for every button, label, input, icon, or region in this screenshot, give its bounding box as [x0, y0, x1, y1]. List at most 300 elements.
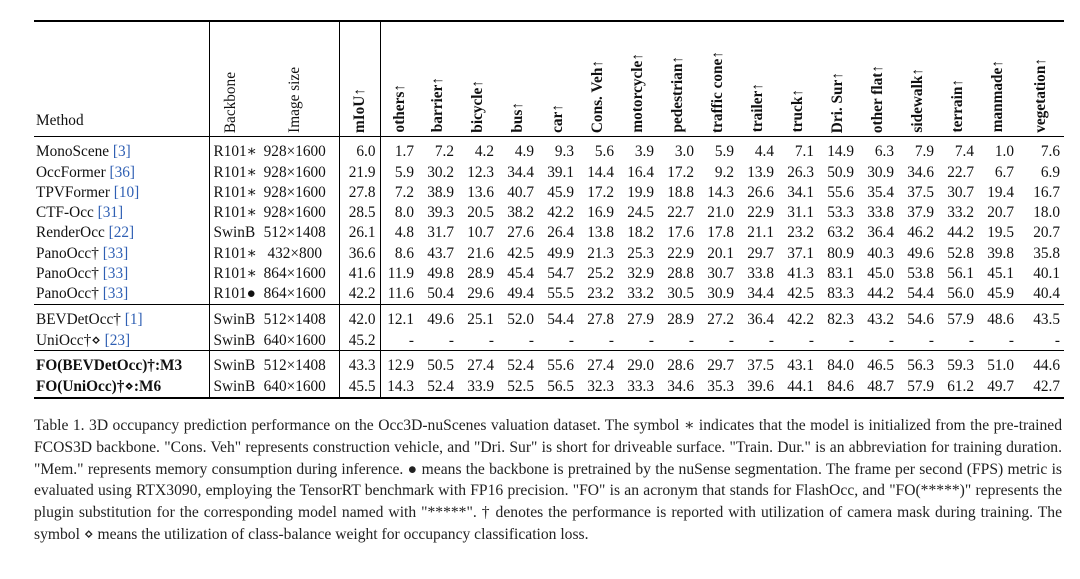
backbone-cell: R101∗ [209, 263, 251, 283]
miou-cell: 45.5 [339, 376, 380, 397]
class-score-cell: 59.3 [947, 357, 974, 375]
class-score-cell: 5.9 [394, 163, 414, 181]
image-size-cell: 928×1600 [251, 182, 339, 202]
class-score-cell: 50.5 [427, 357, 454, 375]
class-score-cell: - [768, 331, 774, 349]
method-cell [34, 162, 209, 182]
citation-link[interactable]: [33] [102, 285, 129, 303]
method-name: PanoOcc† [36, 244, 103, 262]
class-score-cell: 42.7 [1033, 377, 1060, 395]
class-score-cell: 20.1 [707, 244, 734, 262]
class-score-cell: 38.2 [507, 204, 534, 222]
class-score-cell: 54.4 [547, 310, 574, 328]
class-score-cell: 83.3 [827, 285, 854, 303]
class-score-cell: 37.9 [907, 204, 934, 222]
class-score-cell: 11.9 [387, 264, 414, 282]
class-score-cell: 31.7 [427, 224, 454, 242]
class-score-cell: 26.4 [547, 224, 574, 242]
class-score-cell: 24.5 [627, 204, 654, 222]
citation-link[interactable]: [36] [109, 163, 135, 181]
class-score-cell: 6.7 [994, 163, 1014, 181]
method-name: UniOcc†⋄ [36, 331, 105, 349]
class-score-cell: 22.9 [667, 244, 694, 262]
miou-cell: 26.1 [339, 223, 380, 243]
class-score-cell: 28.8 [667, 264, 694, 282]
class-score-cell: - [408, 331, 414, 349]
method-cell [34, 137, 209, 163]
method-cell [34, 305, 209, 331]
class-score-cell: 52.4 [427, 377, 454, 395]
class-score-cell: 21.0 [707, 204, 734, 222]
backbone-cell: SwinB [209, 351, 251, 377]
class-score-cell: 14.3 [707, 183, 734, 201]
class-score-cell: - [528, 331, 534, 349]
class-score-cell: 29.6 [467, 285, 494, 303]
class-score-cell: 33.8 [867, 204, 894, 222]
class-score-cell: 44.2 [947, 224, 974, 242]
class-score-cell: 50.4 [427, 285, 454, 303]
class-score-cell: 6.9 [1040, 163, 1060, 181]
class-score-cell: 46.2 [907, 224, 934, 242]
class-score-cell: 56.3 [907, 357, 934, 375]
class-score-cell: 25.3 [627, 244, 654, 262]
class-score-cell: - [488, 331, 494, 349]
class-score-cell: 55.5 [547, 285, 574, 303]
citation-link[interactable]: [33] [102, 264, 129, 282]
class-score-cell: 26.3 [787, 163, 814, 181]
table-row [34, 330, 1064, 351]
method-cell [34, 284, 209, 305]
class-score-cell: 18.8 [667, 183, 694, 201]
header-class-3: bus↑ [509, 102, 527, 133]
class-score-cell: - [808, 331, 814, 349]
header-class-10: truck↑ [789, 89, 807, 133]
class-score-cell: 10.7 [467, 224, 494, 242]
class-score-cell: 55.6 [547, 357, 574, 375]
class-score-cell: 27.4 [587, 357, 614, 375]
class-score-cell: 40.4 [1033, 285, 1060, 303]
header-class-8: traffic cone↑ [709, 50, 727, 133]
class-score-cell: - [688, 331, 694, 349]
table-group-flashocc [34, 351, 1064, 398]
miou-cell: 21.9 [339, 162, 380, 182]
class-score-cell: 52.8 [947, 244, 974, 262]
class-score-cell: 30.7 [947, 183, 974, 201]
class-score-cell: 30.9 [867, 163, 894, 181]
class-score-cell: 22.7 [667, 204, 694, 222]
image-size-cell: 512×1408 [251, 305, 339, 331]
results-table-container [34, 20, 1062, 399]
header-class-1: barrier↑ [429, 77, 447, 133]
class-score-cell: 23.2 [787, 224, 814, 242]
class-score-cell: 1.7 [394, 142, 414, 160]
class-score-cell: 7.2 [434, 142, 454, 160]
class-score-cell: 40.1 [1033, 264, 1060, 282]
table-row [34, 137, 1064, 163]
class-score-cell: 28.9 [467, 264, 494, 282]
class-score-cell: 9.3 [554, 142, 574, 160]
class-score-cell: 12.3 [467, 163, 494, 181]
class-score-cell: - [968, 331, 974, 349]
class-score-cell: 82.3 [827, 310, 854, 328]
class-score-cell: 38.9 [427, 183, 454, 201]
method-cell [34, 330, 209, 351]
class-score-cell: 37.5 [747, 357, 774, 375]
class-score-cell: 1.0 [994, 142, 1014, 160]
class-score-cell: 44.6 [1033, 357, 1060, 375]
backbone-cell: R101∗ [209, 162, 251, 182]
image-size-cell: 864×1600 [251, 263, 339, 283]
class-score-cell: 80.9 [827, 244, 854, 262]
class-score-cell: 14.3 [387, 377, 414, 395]
class-score-cell: 25.2 [587, 264, 614, 282]
header-class-6: motorcycle↑ [629, 53, 647, 133]
class-score-cell: 11.6 [387, 285, 414, 303]
class-score-cell: 84.0 [827, 357, 854, 375]
class-score-cell: 13.9 [747, 163, 774, 181]
citation-link[interactable]: [31] [97, 204, 124, 222]
header-backbone: Backbone [209, 21, 251, 137]
table-group-baselines [34, 137, 1064, 305]
class-score-cell: 29.7 [747, 244, 774, 262]
table-row [34, 305, 1064, 331]
class-score-cell: 45.0 [867, 264, 894, 282]
method-name: PanoOcc† [36, 264, 103, 282]
class-score-cell: 6.3 [874, 142, 894, 160]
class-score-cell: 33.8 [747, 264, 774, 282]
image-size-cell: 928×1600 [251, 203, 339, 223]
class-score-cell: 41.3 [787, 264, 814, 282]
header-class-5: Cons. Veh↑ [589, 59, 607, 133]
class-score-cell: 42.5 [787, 285, 814, 303]
class-score-cell: 27.2 [707, 310, 734, 328]
class-score-cell: 14.9 [827, 142, 854, 160]
class-score-cell: 32.9 [627, 264, 654, 282]
class-score-cell: 30.9 [707, 285, 734, 303]
header-method: Method [36, 111, 84, 129]
backbone-cell: R101∗ [209, 137, 251, 163]
class-score-cell: 48.7 [867, 377, 894, 395]
image-size-cell: 864×1600 [251, 284, 339, 305]
class-score-cell: 34.4 [747, 285, 774, 303]
method-name: FO(BEVDetOcc)†:M3 [36, 357, 183, 375]
header-class-16: vegetation↑ [1032, 57, 1050, 133]
class-score-cell: 49.6 [427, 310, 454, 328]
method-name: MonoScene [36, 142, 113, 160]
class-score-cell: 12.9 [387, 357, 414, 375]
class-score-cell: 29.7 [707, 357, 734, 375]
image-size-cell: 640×1600 [251, 376, 339, 397]
method-name: FO(UniOcc)†⋄:M6 [36, 377, 162, 395]
miou-cell: 6.0 [339, 137, 380, 163]
citation-link[interactable]: [33] [102, 244, 129, 262]
backbone-cell: R101∗ [209, 203, 251, 223]
class-score-cell: 56.0 [947, 285, 974, 303]
class-score-cell: 21.3 [587, 244, 614, 262]
header-class-0: others↑ [390, 84, 408, 133]
miou-cell: 45.2 [339, 330, 380, 351]
citation-link[interactable]: [1] [124, 310, 143, 328]
class-score-cell: 14.4 [587, 163, 614, 181]
class-score-cell: 45.1 [987, 264, 1014, 282]
miou-cell: 43.3 [339, 351, 380, 377]
class-score-cell: 40.3 [867, 244, 894, 262]
class-score-cell: 42.2 [547, 204, 574, 222]
class-score-cell: 61.2 [947, 377, 974, 395]
class-score-cell: 42.2 [787, 310, 814, 328]
class-score-cell: 49.8 [427, 264, 454, 282]
citation-link[interactable]: [22] [108, 224, 135, 242]
table-caption [34, 415, 1062, 546]
class-score-cell: 17.2 [587, 183, 614, 201]
class-score-cell: 50.9 [827, 163, 854, 181]
class-score-cell: 28.9 [667, 310, 694, 328]
image-size-cell: 512×1408 [251, 223, 339, 243]
backbone-cell: SwinB [209, 330, 251, 351]
class-score-cell: 9.2 [714, 163, 734, 181]
class-score-cell: 31.1 [787, 204, 814, 222]
method-name: BEVDetOcc† [36, 310, 125, 328]
class-score-cell: 49.7 [987, 377, 1014, 395]
class-score-cell: 17.2 [667, 163, 694, 181]
class-score-cell: 39.3 [427, 204, 454, 222]
class-score-cell: - [648, 331, 654, 349]
method-name: OccFormer [36, 163, 110, 181]
class-score-cell: 32.3 [587, 377, 614, 395]
citation-link[interactable]: [3] [112, 142, 131, 160]
class-score-cell: - [448, 331, 454, 349]
method-cell [34, 182, 209, 202]
class-score-cell: 20.7 [987, 204, 1014, 222]
class-score-cell: 49.6 [907, 244, 934, 262]
class-score-cell: 45.4 [507, 264, 534, 282]
class-score-cell: 30.2 [427, 163, 454, 181]
table-row [34, 162, 1064, 182]
class-score-cell: 19.9 [627, 183, 654, 201]
class-score-cell: 27.9 [627, 310, 654, 328]
class-score-cell: 43.5 [1033, 310, 1060, 328]
class-score-cell: 21.1 [747, 224, 774, 242]
miou-cell: 41.6 [339, 263, 380, 283]
table-group-reference [34, 305, 1064, 351]
class-score-cell: 33.9 [467, 377, 494, 395]
class-score-cell: 49.4 [507, 285, 534, 303]
image-size-cell: 928×1600 [251, 162, 339, 182]
miou-cell: 42.0 [339, 305, 380, 331]
citation-link[interactable]: [10] [113, 183, 140, 201]
class-score-cell: 83.1 [827, 264, 854, 282]
class-score-cell: 39.8 [987, 244, 1014, 262]
class-score-cell: 43.1 [787, 357, 814, 375]
image-size-cell: 432×800 [251, 243, 339, 263]
class-score-cell: 39.1 [547, 163, 574, 181]
class-score-cell: 13.6 [467, 183, 494, 201]
backbone-cell: SwinB [209, 376, 251, 397]
method-cell [34, 376, 209, 397]
class-score-cell: 23.2 [587, 285, 614, 303]
table-row [34, 263, 1064, 283]
class-score-cell: 5.9 [714, 142, 734, 160]
class-score-cell: 4.4 [754, 142, 774, 160]
class-score-cell: 54.7 [547, 264, 574, 282]
header-class-15: manmade↑ [989, 60, 1007, 133]
image-size-cell: 512×1408 [251, 351, 339, 377]
class-score-cell: 8.0 [394, 204, 414, 222]
header-class-11: Dri. Sur↑ [829, 71, 847, 133]
class-score-cell: 33.3 [627, 377, 654, 395]
class-score-cell: 16.4 [627, 163, 654, 181]
class-score-cell: 28.6 [667, 357, 694, 375]
method-cell [34, 263, 209, 283]
method-name: RenderOcc [36, 224, 109, 242]
class-score-cell: 7.2 [394, 183, 414, 201]
class-score-cell: 84.6 [827, 377, 854, 395]
header-class-13: sidewalk↑ [909, 68, 927, 133]
citation-link[interactable]: [23] [104, 331, 131, 349]
class-score-cell: 34.1 [787, 183, 814, 201]
class-score-cell: 56.5 [547, 377, 574, 395]
class-score-cell: 19.5 [987, 224, 1014, 242]
class-score-cell: 27.6 [507, 224, 534, 242]
method-name: CTF-Occ [36, 204, 98, 222]
backbone-cell: R101∗ [209, 182, 251, 202]
class-score-cell: - [568, 331, 574, 349]
class-score-cell: 39.6 [747, 377, 774, 395]
table-row [34, 376, 1064, 397]
class-score-cell: 43.2 [867, 310, 894, 328]
class-score-cell: - [848, 331, 854, 349]
class-score-cell: 18.0 [1033, 204, 1060, 222]
class-score-cell: 52.5 [507, 377, 534, 395]
class-score-cell: 46.5 [867, 357, 894, 375]
table-row [34, 182, 1064, 202]
class-score-cell: 54.4 [907, 285, 934, 303]
class-score-cell: 49.9 [547, 244, 574, 262]
class-score-cell: 33.2 [627, 285, 654, 303]
class-score-cell: 18.2 [627, 224, 654, 242]
class-score-cell: 52.0 [507, 310, 534, 328]
miou-cell: 42.2 [339, 284, 380, 305]
class-score-cell: - [728, 331, 734, 349]
class-score-cell: 36.4 [867, 224, 894, 242]
image-size-cell: 928×1600 [251, 137, 339, 163]
class-score-cell: 45.9 [547, 183, 574, 201]
backbone-cell: R101∗ [209, 243, 251, 263]
header-class-9: trailer↑ [749, 83, 767, 133]
table-row [34, 203, 1064, 223]
class-score-cell: 7.4 [954, 142, 974, 160]
class-score-cell: 16.7 [1033, 183, 1060, 201]
class-score-cell: 35.8 [1033, 244, 1060, 262]
class-score-cell: 43.7 [427, 244, 454, 262]
image-size-cell: 640×1600 [251, 330, 339, 351]
class-score-cell: 63.2 [827, 224, 854, 242]
backbone-cell: SwinB [209, 305, 251, 331]
method-cell [34, 243, 209, 263]
class-score-cell: 4.9 [514, 142, 534, 160]
class-score-cell: 40.7 [507, 183, 534, 201]
class-score-cell: 17.8 [707, 224, 734, 242]
class-score-cell: 53.3 [827, 204, 854, 222]
table-row [34, 243, 1064, 263]
class-score-cell: 19.4 [987, 183, 1014, 201]
class-score-cell: 42.5 [507, 244, 534, 262]
method-name: TPVFormer [36, 183, 114, 201]
class-score-cell: - [888, 331, 894, 349]
class-score-cell: 57.9 [907, 377, 934, 395]
method-cell [34, 351, 209, 377]
class-score-cell: 35.4 [867, 183, 894, 201]
class-score-cell: 37.1 [787, 244, 814, 262]
class-score-cell: 44.1 [787, 377, 814, 395]
miou-cell: 27.8 [339, 182, 380, 202]
class-score-cell: 21.6 [467, 244, 494, 262]
class-score-cell: 54.6 [907, 310, 934, 328]
class-score-cell: 55.6 [827, 183, 854, 201]
backbone-cell: R101● [209, 284, 251, 305]
class-score-cell: 20.7 [1033, 224, 1060, 242]
header-image-size: Image size [251, 21, 339, 137]
backbone-cell: SwinB [209, 223, 251, 243]
class-score-cell: 35.3 [707, 377, 734, 395]
method-cell [34, 223, 209, 243]
class-score-cell: 4.2 [474, 142, 494, 160]
class-score-cell: 37.5 [907, 183, 934, 201]
class-score-cell: 52.4 [507, 357, 534, 375]
results-table [34, 20, 1064, 399]
table-row [34, 351, 1064, 377]
class-score-cell: 57.9 [947, 310, 974, 328]
caption-text: Table 1. 3D occupancy prediction performance on the Occ3D-nuScenes valuation dataset. The symbol ∗ indicates that the model is initialized from the pre-trained FCOS3D backbone. "Cons. Veh" represents construction vehicle, and "Dri. Sur" is short for driveable surface. "Train. Dur." is an abbreviation for training duration. "Mem." represents memory consumption during inference. ● means the backbone is pretrained by the nuSense segmentation. The frame per second (FPS) metric is evaluated using RTX3090, employing the TensorRT benchmark with FP16 precision. "FO" is an acronym that stands for FlashOcc, and "FO(*****)" represents the plugin substitution for the corresponding model named with "*****". † denotes the performance is reported with utilization of camera mask during training. The symbol ⋄ means the utilization of class-balance weight for occupancy classification loss. [34, 417, 1062, 543]
class-score-cell: 34.6 [907, 163, 934, 181]
method-name: PanoOcc† [36, 285, 103, 303]
class-score-cell: 12.1 [387, 310, 414, 328]
class-score-cell: 13.8 [587, 224, 614, 242]
class-score-cell: - [608, 331, 614, 349]
class-score-cell: 4.8 [394, 224, 414, 242]
class-score-cell: 16.9 [587, 204, 614, 222]
class-score-cell: 45.9 [987, 285, 1014, 303]
class-score-cell: 25.1 [467, 310, 494, 328]
class-score-cell: 48.6 [987, 310, 1014, 328]
class-score-cell: 27.4 [467, 357, 494, 375]
class-score-cell: 8.6 [394, 244, 414, 262]
miou-cell: 36.6 [339, 243, 380, 263]
class-score-cell: 22.9 [747, 204, 774, 222]
class-score-cell: - [1054, 331, 1060, 349]
header-class-4: car↑ [549, 103, 567, 133]
class-score-cell: - [1008, 331, 1014, 349]
class-score-cell: 7.9 [914, 142, 934, 160]
miou-cell: 28.5 [339, 203, 380, 223]
header-class-12: other flat↑ [869, 64, 887, 133]
class-score-cell: 3.0 [674, 142, 694, 160]
class-score-cell: 36.4 [747, 310, 774, 328]
class-score-cell: 7.1 [794, 142, 814, 160]
class-score-cell: 3.9 [634, 142, 654, 160]
class-score-cell: 53.8 [907, 264, 934, 282]
table-row [34, 284, 1064, 305]
class-score-cell: 51.0 [987, 357, 1014, 375]
header-class-7: pedestrian↑ [669, 56, 687, 133]
class-score-cell: 26.6 [747, 183, 774, 201]
class-score-cell: 30.5 [667, 285, 694, 303]
class-score-cell: 5.6 [594, 142, 614, 160]
class-score-cell: 27.8 [587, 310, 614, 328]
header-class-14: terrain↑ [949, 79, 967, 133]
table-header-row [34, 21, 1064, 137]
class-score-cell: 29.0 [627, 357, 654, 375]
